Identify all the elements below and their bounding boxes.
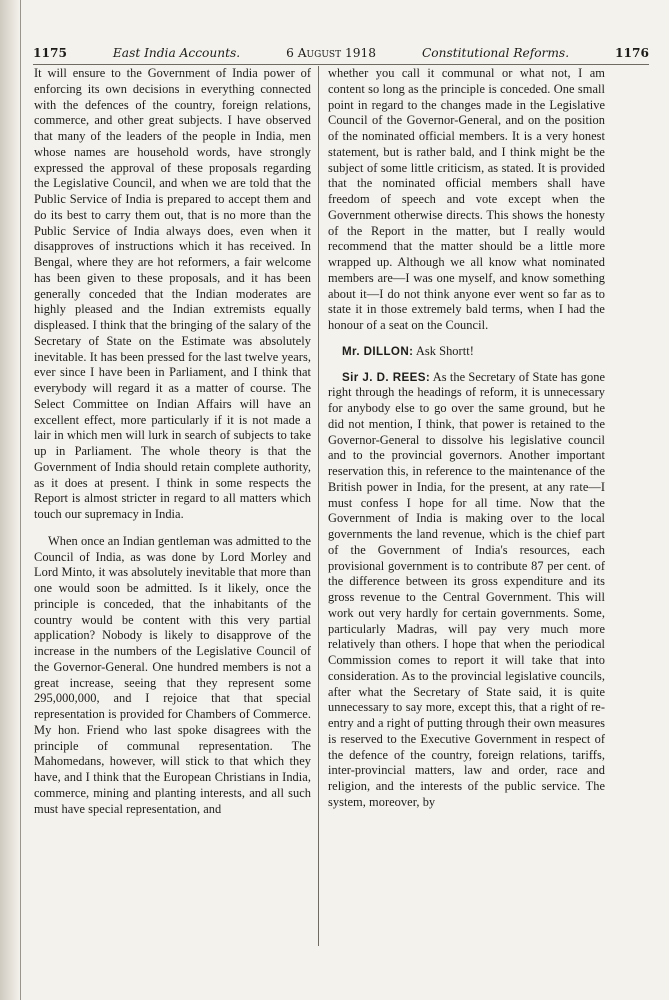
- interjection-text: Ask Shortt!: [415, 343, 474, 358]
- speech-text: As the Secretary of State has gone right through the headings of reform, it is unnecessary for anybody else to go over the same ground, but he did not mention, I think, that power is retained to the Governor-General to dissolve his legislative council and to the provincial governors. Another important reservation this, in reference to the maintenance of the British power in India, for the present, at any rate—I must confess I hope for all time. Now that the Government of India is making over to the local governments the land revenue, which is the chief part of the Government of India's resources, each provisional government is to contribute 87 per cent. of the difference between its gross expenditure and its gross revenue to the Central Government. This will work out very hardly for certain governments. Some, particularly Madras, will pay very much more relatively than others. I hope that when the periodical Commission comes to report it will take that into consideration. As to the provincial legislative councils, after what the Secretary of State said, it is quite unnecessary to say more, except this, that a right of re-entry and a right of putting through their own measures is reserved to the Executive Government in respect of the defence of the country, foreign relations, tariffs, inter-provincial matters, law and order, race and religion, and the interests of the public service. The system, moreover, by: [328, 369, 606, 809]
- left-paragraph-2: When once an Indian gentleman was admitted to the Council of India, as was done by Lord Morley and Lord Minto, it was absolutely inevitable that more than one would soon be admitted. Is it likely, once the principle is conceded, that the inhabitants of the country would be content with this very partial application? Nobody is likely to disapprove of the increase in the numbers of the Legislative Council of the Governor-General. One hundred members is not a great increase, seeing that they represent some 295,000,000, and I rejoice that that special representation is provided for Chambers of Commerce. My hon. Friend who last spoke disagrees with the principle of communal representation. The Mahomedans, however, will stick to that which they have, and I think that the European Christians in India, commerce, mining and planting interests, and all such must have special representation, and: [34, 533, 311, 816]
- header-date: [286, 44, 376, 62]
- left-paragraph-1: It will ensure to the Government of India power of enforcing its own decisions in everything connected with the defences of the country, foreign relations, commerce, and other great subjects. I have observed that many of the leaders of the people in India, men whose names are household words, have strongly expressed the approval of these proposals regarding the Legislative Council, and when we are told that the Public Service of India is prepared to accept them and do its best to carry them out, that is no more than the Public Service of India always does, even when it disapproves of instructions which it has received. In Bengal, where they are hot reformers, a fair welcome has been given to these proposals, and it has been generally conceded that the Indian moderates are highly pleased and the Indian extremists equally displeased. I think that the bringing of the salary of the Secretary of State on the Estimate was absolutely inevitable. It has been pressed for the last twelve years, ever since I have been in Parliament, and I think that everybody will regard it as a matter of course. The Select Committee on Indian Affairs will have an excellent effect, more particularly if it is not made a lair in which men will lurk in search of subjects to take up in Parliament. The whole theory is that the Government of India should retain complete authority, as it does at present. I think in some respects the Report is almost stricter in regard to all matters which touch our supremacy in India.: [34, 66, 311, 521]
- interjection-speaker: Mr. DILLON:: [342, 344, 414, 358]
- binding-gutter: [0, 0, 20, 1000]
- speech-speaker: Sir J. D. REES:: [342, 370, 431, 384]
- date-year: 1918: [344, 46, 376, 60]
- right-running-title: Constitutional Reforms.: [421, 46, 570, 60]
- column-divider: [318, 66, 319, 946]
- left-page-number: 1175: [33, 46, 67, 60]
- left-running-title: East India Accounts.: [112, 46, 241, 60]
- left-column: [34, 66, 311, 817]
- date-month: August: [297, 46, 342, 60]
- running-header: [33, 44, 649, 62]
- date-day: 6: [286, 46, 294, 60]
- gutter-edge-line: [20, 0, 21, 1000]
- interjection: [328, 344, 605, 360]
- header-rule: [33, 64, 649, 65]
- right-column: [328, 66, 605, 811]
- right-paragraph-1: whether you call it communal or what not, I am content so long as the principle is conceded. One small point in regard to the changes made in the Legislative Council of the Governor-General, and on the position of the nominated official members. It is a very honest statement, but is rather bald, and I think might be the subject of some little criticism, as stated. It is provided that the nominated official members shall have freedom of speech and vote except when the Government otherwise directs. This shows the honesty of the Report in the matter, but I really would recommend that the matter should be a little more wrapped up. Although we all know what nominated members are—I was one myself, and know something about it—I do not think anyone ever went so far as to state it in those extremely bald terms, when I had the honour of a seat on the Council.: [328, 66, 605, 332]
- right-page-number: 1176: [615, 46, 649, 60]
- speech-paragraph: [328, 370, 605, 811]
